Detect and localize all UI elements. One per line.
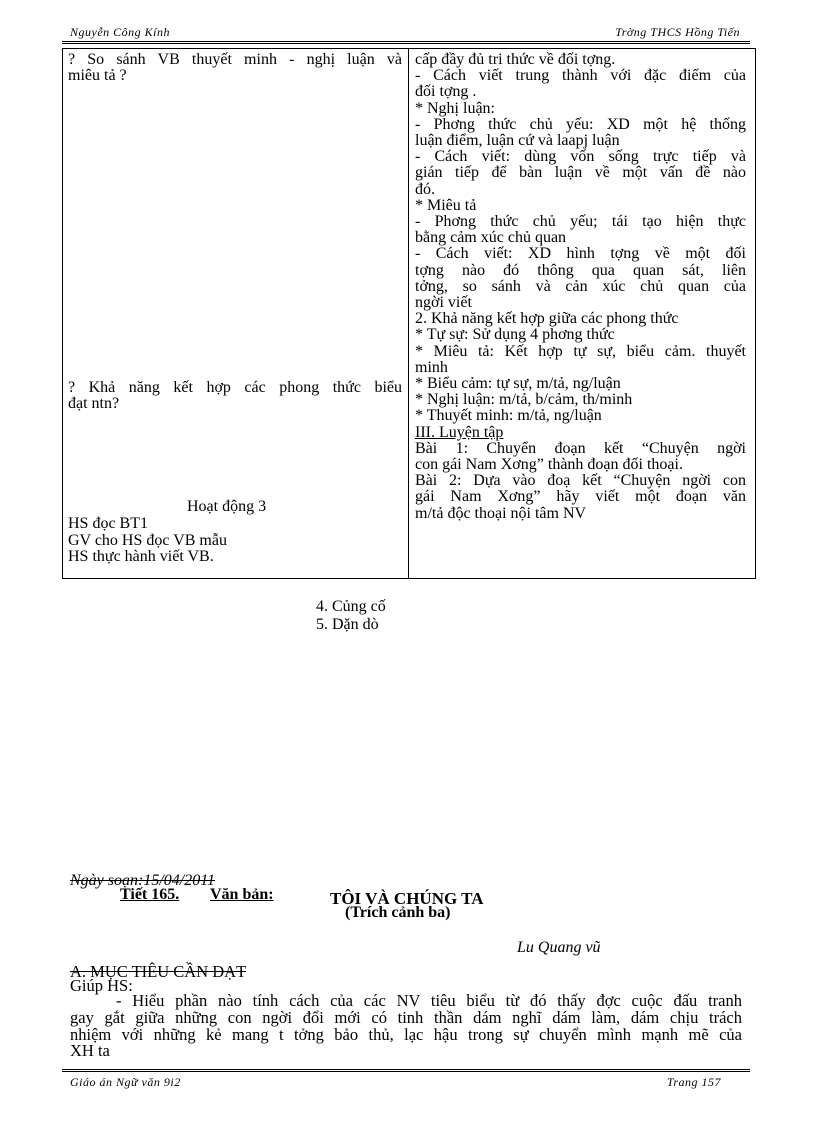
right-line: 2. Khả năng kết hợp giữa các phong thức xyxy=(415,310,679,328)
question-2-line-2: đạt ntn? xyxy=(68,395,120,413)
right-line: minh xyxy=(415,358,448,376)
paragraph-line-2: gay gắt giữa những con ngời đổi mới có tinh thần dám nghĩ dám làm, dám chịu trách xyxy=(70,1008,742,1027)
footer-rule-2 xyxy=(62,1071,750,1072)
right-line: tởng, so sánh và cản xúc chủ quan của xyxy=(415,277,746,295)
question-1-line-1: ? So sánh VB thuyết minh - nghị luận và xyxy=(68,51,402,68)
header-rule xyxy=(62,41,750,42)
header-school: Trờng THCS Hồng Tiến xyxy=(615,25,740,39)
activity-line: HS thực hành viết VB. xyxy=(68,548,214,565)
lesson-period: Tiết 165. xyxy=(120,886,180,903)
activity-lines xyxy=(68,516,227,566)
right-line: * Miêu tả: Kết hợp tự sự, biểu cảm. thuyết xyxy=(415,342,746,360)
help-label: Giúp HS: xyxy=(70,976,133,995)
right-line: * Thuyết minh: m/tả, ng/luận xyxy=(415,407,602,425)
right-line: luận điểm, luận cứ và laapj luận xyxy=(415,132,620,150)
paragraph-line-4: XH ta xyxy=(70,1041,110,1060)
after-table-item: 5. Dặn dò xyxy=(316,616,379,633)
right-line-luyen-tap: III. Luyện tập xyxy=(415,423,504,441)
activity-line: HS đọc BT1 xyxy=(68,515,148,532)
right-line: - Cách viết: dùng vốn sống trực tiếp và xyxy=(415,148,746,166)
right-line: Bài 1: Chuyển đoạn kết “Chuyện ngời xyxy=(415,439,746,457)
question-2-line-1: ? Khả năng kết hợp các phong thức biểu xyxy=(68,379,402,396)
section-a-heading: A. MỤC TIÊU CẦN ĐẠT xyxy=(70,962,247,981)
paragraph-line-1: - Hiểu phần nào tính cách của các NV tiêu biểu từ đó thấy đợc cuộc đấu tranh xyxy=(116,991,742,1010)
right-line: gái Nam Xơng” hãy viết một đoạn văn xyxy=(415,488,746,506)
right-line: - Cách viết: XD hình tợng về một đối xyxy=(415,245,746,263)
header-author: Nguyễn Công Kính xyxy=(70,25,170,39)
right-line: * Biểu cảm: tự sự, m/tả, ng/luận xyxy=(415,375,621,393)
right-line: tợng nào đó thông qua quan sát, liên xyxy=(415,261,746,279)
footer-rule xyxy=(62,1069,750,1070)
right-line: Bài 2: Dựa vào đoạ kết “Chuyện ngời con xyxy=(415,472,746,490)
footer-left: Giáo án Ngữ văn 9i2 xyxy=(70,1075,181,1089)
lesson-title: TÔI VÀ CHÚNG TA xyxy=(330,889,484,908)
right-line: - Phơng thức chủ yếu; tái tạo hiện thực xyxy=(415,213,746,231)
lesson-date: Ngày soạn:15/04/2011 xyxy=(70,872,216,889)
right-line: * Miêu tả xyxy=(415,196,477,214)
right-line: con gái Nam Xơng” thành đoạn đối thoại. xyxy=(415,456,683,474)
table-left-cell xyxy=(68,52,402,84)
right-line: * Nghị luận: xyxy=(415,99,495,117)
right-line: bằng cảm xúc chủ quan xyxy=(415,229,567,247)
right-line: - Phơng thức chủ yếu: XD một hệ thống xyxy=(415,115,746,133)
table-right-cell xyxy=(415,52,746,522)
activity-line: GV cho HS đọc VB mẫu xyxy=(68,531,227,549)
lesson-subtitle: (Trích cảnh ba) xyxy=(345,904,451,921)
right-line: * Tự sự: Sử dụng 4 phơng thức xyxy=(415,326,615,344)
lesson-author: Lu Quang vũ xyxy=(517,939,601,956)
table-column-divider xyxy=(408,48,409,579)
right-line: đó. xyxy=(415,180,435,198)
right-line: đối tợng . xyxy=(415,83,477,101)
right-line: m/tả độc thoại nội tâm NV xyxy=(415,504,587,522)
right-line: cấp đầy đủ tri thức về đối tợng. xyxy=(415,51,616,68)
right-line: * Nghị luận: m/tả, b/cảm, th/minh xyxy=(415,391,633,409)
right-line: - Cách viết trung thành với đặc điểm của xyxy=(415,67,746,85)
activity-title: Hoạt động 3 xyxy=(187,498,267,515)
paragraph-line-3: nhiệm với những kẻ mang t tởng bảo thủ, lạc hậu trong sự chuyển mình mạnh mẽ của xyxy=(70,1025,742,1044)
footer-page: Trang 157 xyxy=(666,1075,721,1089)
question-1-line-2: miêu tả ? xyxy=(68,67,127,85)
right-line: ngời viết xyxy=(415,294,472,312)
question-2 xyxy=(68,380,402,412)
right-line: gián tiếp để bàn luận về một vấn đề nào xyxy=(415,164,746,182)
lesson-type: Văn bản: xyxy=(210,886,274,903)
after-table-item: 4. Củng cố xyxy=(316,598,386,615)
header-rule-2 xyxy=(62,43,750,44)
